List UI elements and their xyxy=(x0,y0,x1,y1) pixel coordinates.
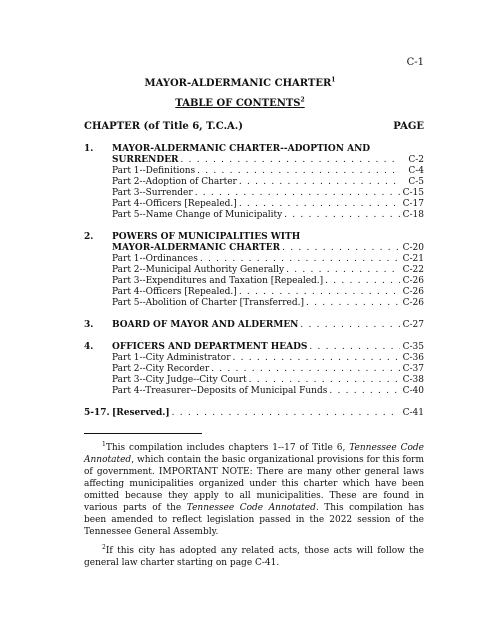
chapter-title-row[interactable] xyxy=(84,320,424,331)
chapter-page: C-41 xyxy=(402,408,424,418)
dot-leader xyxy=(211,364,400,375)
dot-leader xyxy=(325,276,400,287)
part-page: C-17 xyxy=(402,199,424,209)
chapter-column-header: CHAPTER (of Title 6, T.C.A.) xyxy=(84,121,244,132)
toc-chapter xyxy=(84,408,424,419)
footnote-text: , which contain the basic organizational provisions for this form of government. IMPORTANT NOTE: There are many other general laws affecting municipalities organized under this charter which have been omitted because they apply to all municipalities. These are found in various parts of the xyxy=(84,455,424,513)
part-label: Part 4--Officers [Repealed.] xyxy=(112,287,237,297)
part-label: Part 2--Adoption of Charter xyxy=(112,177,237,187)
subtitle-footnote-ref[interactable]: 2 xyxy=(300,96,305,104)
part-page: C-26 xyxy=(402,298,424,308)
footnote-mark: 2 xyxy=(102,544,106,551)
chapter-title-row[interactable] xyxy=(84,342,424,353)
toc-part-row[interactable] xyxy=(84,386,424,397)
toc-part-row[interactable] xyxy=(84,287,424,298)
toc-part-row[interactable] xyxy=(84,254,424,265)
subtitle-text: TABLE OF CONTENTS xyxy=(175,98,301,109)
part-page: C-26 xyxy=(402,276,424,286)
chapter-title: SURRENDER xyxy=(112,155,179,165)
part-label: Part 5--Abolition of Charter [Transferred.] xyxy=(112,298,304,308)
part-label: Part 5--Name Change of Municipality xyxy=(112,210,283,220)
toc-part-row[interactable] xyxy=(84,166,424,177)
part-label: Part 1--Ordinances xyxy=(112,254,198,264)
footnote-text: If this city has adopted any related acts, those acts will follow the general law charter starting on page C-41. xyxy=(84,546,424,568)
chapter-page: C-20 xyxy=(402,243,424,253)
toc-chapter xyxy=(84,232,424,309)
part-label: Part 3--City Judge--City Court xyxy=(112,375,247,385)
toc-chapter xyxy=(84,144,424,221)
chapter-title: [Reserved.] xyxy=(112,408,170,418)
toc-part-row[interactable] xyxy=(84,188,424,199)
footnotes xyxy=(84,442,424,576)
part-page: C-26 xyxy=(402,287,424,297)
table-of-contents xyxy=(84,144,424,430)
toc-part-row[interactable] xyxy=(84,375,424,386)
title-footnote-ref[interactable]: 1 xyxy=(331,76,336,84)
chapter-title: OFFICERS AND DEPARTMENT HEADS xyxy=(112,342,308,352)
footnote xyxy=(84,442,424,538)
part-page: C-5 xyxy=(408,177,424,187)
chapter-number: 3. xyxy=(84,320,94,330)
dot-leader xyxy=(181,155,400,166)
dot-leader xyxy=(239,287,400,298)
toc-chapter xyxy=(84,320,424,331)
part-label: Part 2--Municipal Authority Generally xyxy=(112,265,285,275)
toc-part-row[interactable] xyxy=(84,210,424,221)
footnote-text: . This compilation has been amended to reflect legislation passed in the 2022 session of the Tennessee General Assembly. xyxy=(84,503,425,537)
part-label: Part 2--City Recorder xyxy=(112,364,210,374)
part-page: C-37 xyxy=(402,364,424,374)
chapter-title-row[interactable] xyxy=(84,408,424,419)
chapter-title-row[interactable] xyxy=(84,243,424,254)
toc-part-row[interactable] xyxy=(84,353,424,364)
dot-leader xyxy=(239,177,400,188)
toc-part-row[interactable] xyxy=(84,177,424,188)
toc-part-row[interactable] xyxy=(84,265,424,276)
part-page: C-18 xyxy=(402,210,424,220)
part-page: C-22 xyxy=(402,265,424,275)
footnote-divider xyxy=(84,433,202,434)
toc-heading xyxy=(0,98,480,109)
part-label: Part 1--Definitions xyxy=(112,166,196,176)
chapter-title-row[interactable] xyxy=(84,232,424,243)
part-label: Part 4--Officers [Repealed.] xyxy=(112,199,237,209)
dot-leader xyxy=(249,375,400,386)
part-label: Part 4--Treasurer--Deposits of Municipal Funds xyxy=(112,386,328,396)
part-label: Part 3--Expenditures and Taxation [Repealed.] xyxy=(112,276,324,286)
toc-part-row[interactable] xyxy=(84,276,424,287)
dot-leader xyxy=(197,166,400,177)
dot-leader xyxy=(282,243,400,254)
chapter-page: C-27 xyxy=(402,320,424,330)
chapter-title-row[interactable] xyxy=(84,144,424,155)
dot-leader xyxy=(306,298,400,309)
toc-chapter xyxy=(84,342,424,397)
footnote-text: This compilation includes chapters 1--17 of Title 6, xyxy=(105,443,350,453)
footnote-mark: 1 xyxy=(102,441,106,448)
chapter-page: C-2 xyxy=(408,155,424,165)
dot-leader xyxy=(329,386,400,397)
part-page: C-36 xyxy=(402,353,424,363)
chapter-number: 5-17. xyxy=(84,408,110,418)
toc-part-row[interactable] xyxy=(84,298,424,309)
chapter-number: 4. xyxy=(84,342,94,352)
toc-part-row[interactable] xyxy=(84,364,424,375)
part-page: C-40 xyxy=(402,386,424,396)
title-text: MAYOR-ALDERMANIC CHARTER xyxy=(144,78,332,89)
part-label: Part 3--Surrender xyxy=(112,188,193,198)
part-label: Part 1--City Administrator xyxy=(112,353,231,363)
dot-leader xyxy=(172,408,400,419)
dot-leader xyxy=(309,342,400,353)
dot-leader xyxy=(200,254,400,265)
page-number: C-1 xyxy=(406,57,424,68)
page-column-header: PAGE xyxy=(393,121,424,132)
chapter-page: C-35 xyxy=(402,342,424,352)
dot-leader xyxy=(233,353,400,364)
chapter-title: MAYOR-ALDERMANIC CHARTER xyxy=(112,243,281,253)
part-page: C-21 xyxy=(402,254,424,264)
dot-leader xyxy=(239,199,400,210)
part-page: C-15 xyxy=(402,188,424,198)
dot-leader xyxy=(286,265,400,276)
dot-leader xyxy=(195,188,400,199)
page-title xyxy=(0,78,480,89)
chapter-title: BOARD OF MAYOR AND ALDERMEN xyxy=(112,320,299,330)
chapter-number: 1. xyxy=(84,144,94,154)
part-page: C-38 xyxy=(402,375,424,385)
toc-part-row[interactable] xyxy=(84,199,424,210)
chapter-number: 2. xyxy=(84,232,94,242)
footnote-text: Tennessee Code Annotated xyxy=(84,443,424,465)
part-page: C-4 xyxy=(408,166,424,176)
toc-column-headers xyxy=(84,121,424,132)
footnote xyxy=(84,545,424,569)
chapter-title-row[interactable] xyxy=(84,155,424,166)
dot-leader xyxy=(284,210,400,221)
dot-leader xyxy=(300,320,400,331)
chapter-title: POWERS OF MUNICIPALITIES WITH xyxy=(112,232,301,242)
footnote-text: Tennessee Code Annotated xyxy=(186,503,316,513)
chapter-title: MAYOR-ALDERMANIC CHARTER--ADOPTION AND xyxy=(112,144,371,154)
